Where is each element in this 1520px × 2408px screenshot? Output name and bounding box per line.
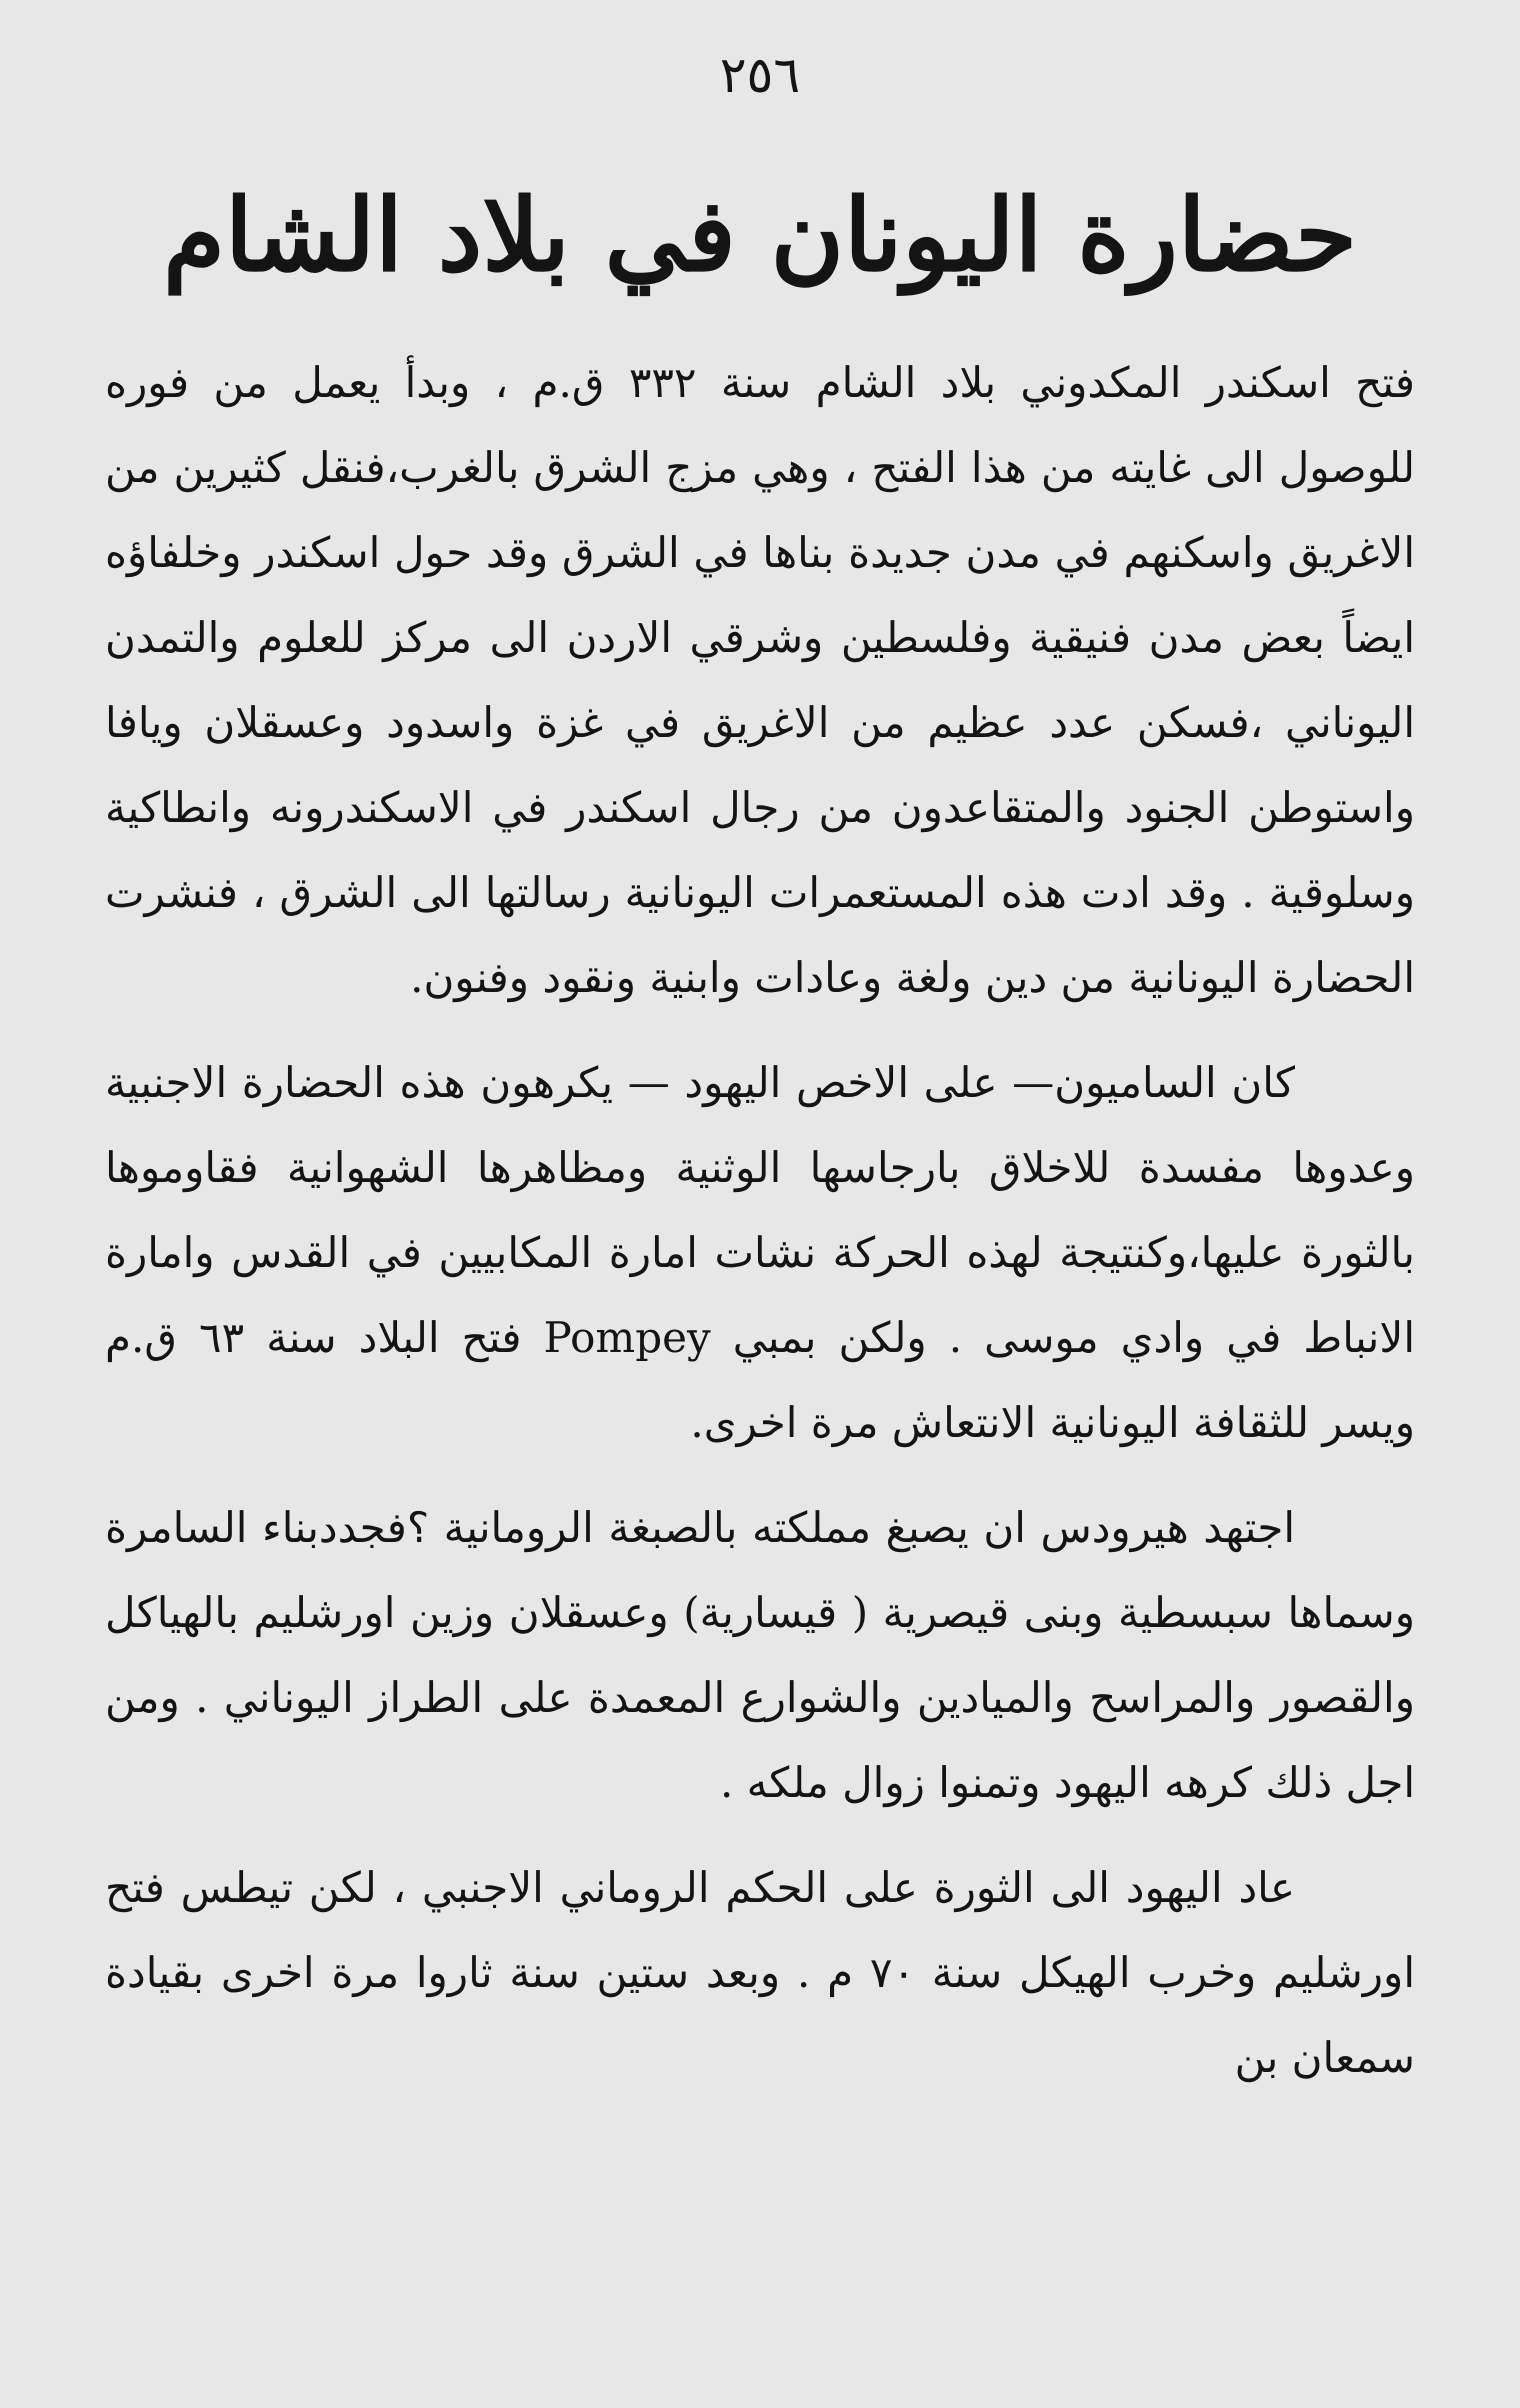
body-text: [105, 340, 1415, 2120]
paragraph: عاد اليهود الى الثورة على الحكم الروماني الاجنبي ، لكن تيطس فتح اورشليم وخرب الهيكل سنة ٧٠ م . وبعد ستين سنة ثاروا مرة اخرى بقيادة سمعان بن: [105, 1863, 1415, 2082]
page-title: حضارة اليونان في بلاد الشام: [163, 176, 1357, 294]
page-number: ٢٥٦: [719, 46, 801, 104]
paragraph: كان الساميون— على الاخص اليهود — يكرهون هذه الحضارة الاجنبية وعدوها مفسدة للاخلاق بارجاسها الوثنية ومظاهرها الشهوانية فقاوموها بالثورة عليها،وكنتيجة لهذه الحركة نشات امارة المكابيين في القدس وامارة الانباط في وادي موسى . ولكن بمبي Pompey فتح البلاد سنة ٦٣ ق.م ويسر للثقافة اليونانية الانتعاش مرة اخرى.: [105, 1058, 1415, 1447]
paragraph: فتح اسكندر المكدوني بلاد الشام سنة ٣٣٢ ق.م ، وبدأ يعمل من فوره للوصول الى غايته من هذا الفتح ، وهي مزج الشرق بالغرب،فنقل كثيرين من الاغريق واسكنهم في مدن جديدة بناها في الشرق وقد حول اسكندر وخلفاؤه ايضاً بعض مدن فنيقية وفلسطين وشرقي الاردن الى مركز للعلوم والتمدن اليوناني ،فسكن عدد عظيم من الاغريق في غزة واسدود وعسقلان ويافا واستوطن الجنود والمتقاعدون من رجال اسكندر في الاسكندرونه وانطاكية وسلوقية . وقد ادت هذه المستعمرات اليونانية رسالتها الى الشرق ، فنشرت الحضارة اليونانية من دين ولغة وعادات وابنية ونقود وفنون.: [105, 358, 1416, 1002]
paragraph: اجتهد هيرودس ان يصبغ مملكته بالصبغة الرومانية ؟فجددبناء السامرة وسماها سبسطية وبنى قيصرية ( قيسارية) وعسقلان وزين اورشليم بالهياكل والقصور والمراسح والميادين والشوارع المعمدة على الطراز اليوناني . ومن اجل ذلك كرهه اليهود وتمنوا زوال ملكه .: [105, 1503, 1415, 1807]
